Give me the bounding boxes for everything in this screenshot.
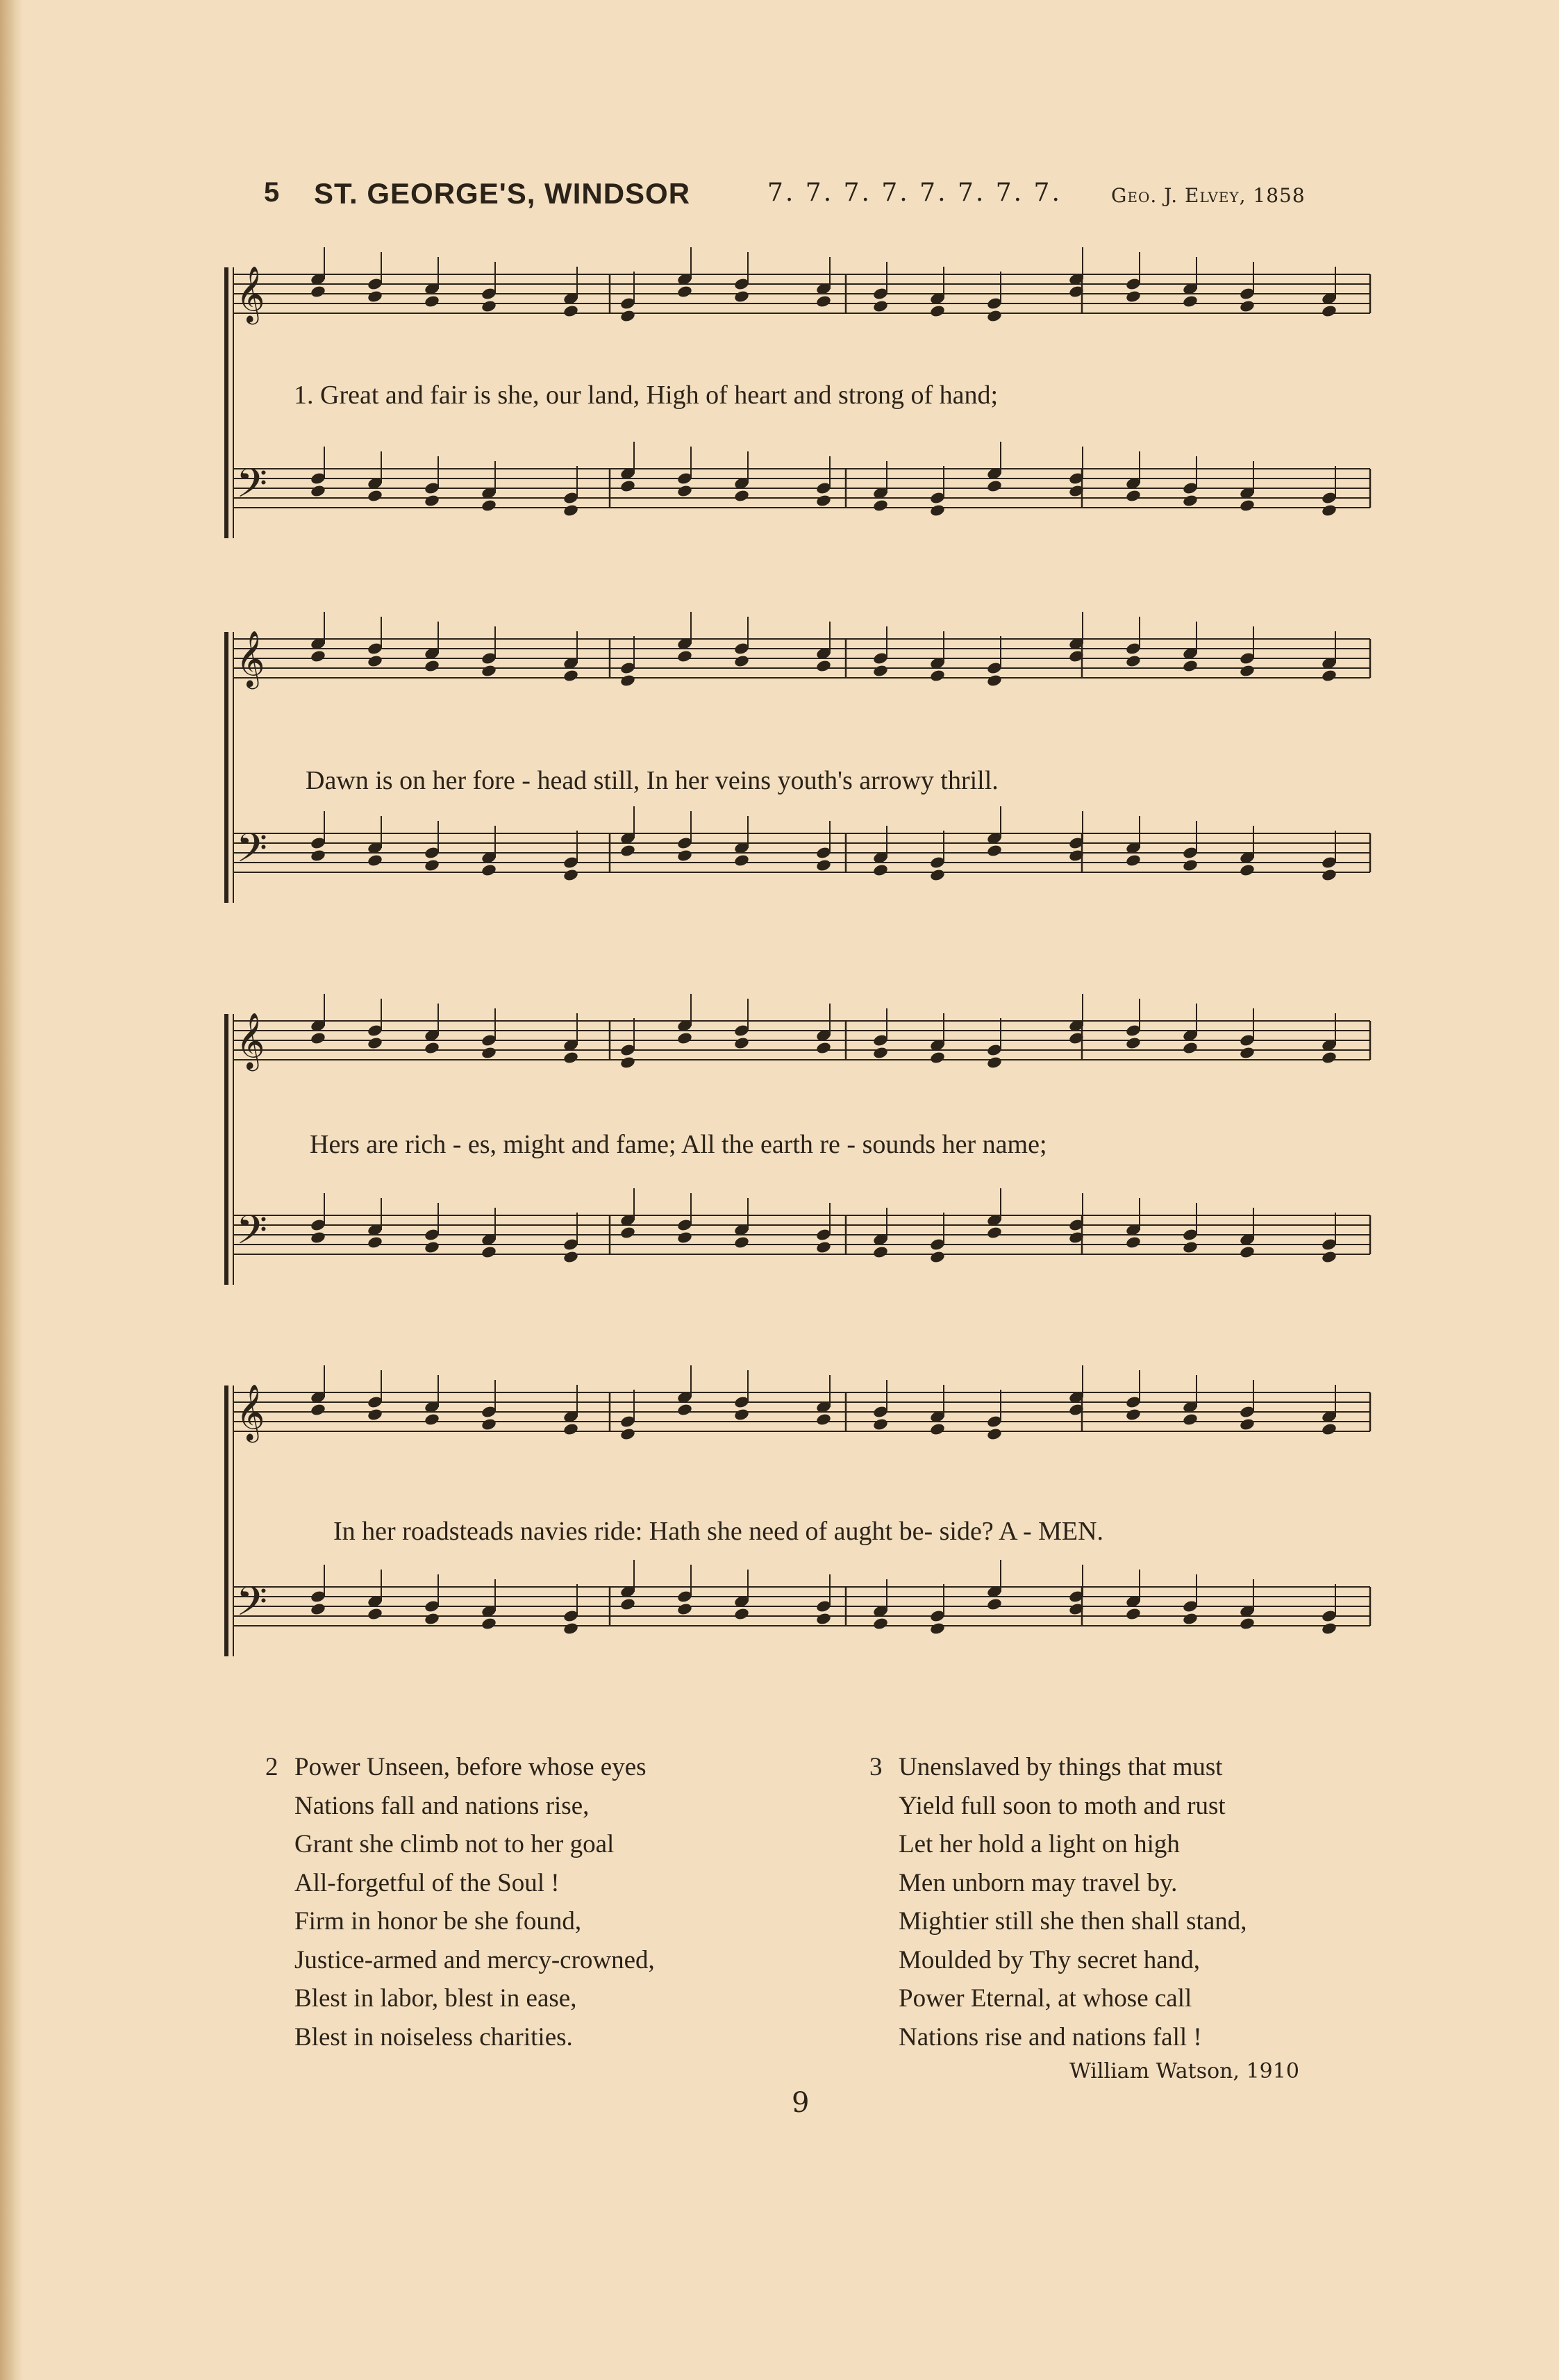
verse-line: Power Unseen, before whose eyes (294, 1753, 647, 1781)
note-head (1239, 1417, 1256, 1431)
note-head (424, 294, 440, 308)
note-head (424, 858, 440, 872)
note-head (619, 1597, 636, 1611)
verse-line: Let her hold a light on high (899, 1830, 1180, 1858)
note-head (367, 1408, 383, 1422)
note-head (481, 299, 497, 313)
note-head (929, 1622, 946, 1636)
note-head (1239, 863, 1256, 877)
note-head (367, 854, 383, 867)
note-head (619, 1427, 636, 1441)
note-head (929, 669, 946, 683)
note-head (872, 1245, 889, 1259)
note-head (733, 654, 750, 668)
bass-clef-icon: 𝄢 (236, 1578, 268, 1635)
note-head (929, 1422, 946, 1436)
note-head (562, 1422, 579, 1436)
note-head (1125, 1235, 1142, 1249)
note-head (1125, 1607, 1142, 1621)
meter: 7. 7. 7. 7. 7. 7. 7. 7. (767, 178, 1062, 207)
note-head (367, 1607, 383, 1621)
verse-number: 2 (265, 1753, 278, 1781)
note-head (367, 654, 383, 668)
note-head (676, 484, 693, 498)
lyric-line-2: Dawn is on her fore - head still, In her veins youth's arrowy thrill. (306, 766, 999, 795)
composer: Geo. J. Elvey, 1858 (1111, 184, 1306, 207)
note-head (815, 1041, 832, 1055)
verse-line: All-forgetful of the Soul ! (294, 1868, 560, 1897)
note-head (310, 1602, 326, 1616)
note-head (424, 1041, 440, 1055)
note-head (562, 868, 579, 882)
note-head (676, 1602, 693, 1616)
note-head (1321, 1422, 1337, 1436)
note-head (1182, 494, 1199, 508)
note-head (733, 1036, 750, 1050)
note-head (929, 1051, 946, 1065)
note-head (481, 499, 497, 513)
note-head (1182, 1240, 1199, 1254)
note-head (986, 1427, 1003, 1441)
note-head (986, 1597, 1003, 1611)
note-head (1182, 1612, 1199, 1626)
note-head (424, 659, 440, 673)
verse-line: Unenslaved by things that must (899, 1753, 1223, 1781)
note-head (619, 479, 636, 493)
note-head (1321, 1622, 1337, 1636)
verse-line: Nations fall and nations rise, (294, 1791, 590, 1820)
note-head (1182, 858, 1199, 872)
author: William Watson, 1910 (1069, 2059, 1299, 2083)
note-head (815, 1240, 832, 1254)
note-head (1125, 290, 1142, 303)
lyric-line-1: 1. Great and fair is she, our land, High of heart and strong of hand; (294, 381, 999, 410)
note-head (872, 863, 889, 877)
note-head (1239, 664, 1256, 678)
note-head (872, 1617, 889, 1631)
note-head (1182, 1041, 1199, 1055)
note-head (872, 299, 889, 313)
note-head (1239, 1046, 1256, 1060)
note-head (481, 1617, 497, 1631)
note-head (619, 844, 636, 858)
note-head (872, 1417, 889, 1431)
note-head (481, 1417, 497, 1431)
note-head (562, 669, 579, 683)
verse-line: Firm in honor be she found, (294, 1907, 582, 1936)
tune-name: ST. GEORGE'S, WINDSOR (314, 177, 691, 210)
note-head (619, 309, 636, 323)
note-head (733, 290, 750, 303)
note-head (310, 849, 326, 863)
note-head (1239, 1617, 1256, 1631)
note-head (619, 1226, 636, 1240)
note-head (562, 1622, 579, 1636)
note-head (1182, 294, 1199, 308)
note-head (815, 1413, 832, 1426)
note-head (1239, 1245, 1256, 1259)
note-head (424, 1612, 440, 1626)
note-head (676, 849, 693, 863)
verse-line: Blest in noiseless charities. (294, 2022, 573, 2052)
note-head (481, 1046, 497, 1060)
note-head (1321, 669, 1337, 683)
note-head (929, 504, 946, 517)
note-head (367, 290, 383, 303)
verse-3 (869, 1748, 1247, 2056)
bass-clef-icon: 𝄢 (236, 460, 268, 517)
music-system-2 (221, 611, 1374, 972)
bass-clef-icon: 𝄢 (236, 1206, 268, 1263)
music-system-3 (221, 993, 1374, 1354)
note-head (1321, 1051, 1337, 1065)
treble-clef-icon: 𝄞 (236, 1383, 265, 1440)
note-head (1125, 489, 1142, 503)
note-head (367, 489, 383, 503)
treble-clef-icon: 𝄞 (236, 1012, 265, 1069)
music-system-1 (221, 247, 1374, 608)
note-head (367, 1235, 383, 1249)
note-head (986, 674, 1003, 688)
note-head (986, 309, 1003, 323)
note-head (733, 854, 750, 867)
note-head (733, 1408, 750, 1422)
note-head (986, 479, 1003, 493)
hymn-number: 5 (264, 177, 280, 208)
note-head (481, 1245, 497, 1259)
note-head (424, 1240, 440, 1254)
note-head (310, 484, 326, 498)
note-head (815, 294, 832, 308)
verse-line: Power Eternal, at whose call (899, 1984, 1192, 2013)
note-head (815, 494, 832, 508)
verse-line: Men unborn may travel by. (899, 1868, 1178, 1897)
treble-clef-icon: 𝄞 (236, 630, 265, 687)
page-edge (0, 0, 24, 2380)
note-head (986, 1226, 1003, 1240)
verse-line: Nations rise and nations fall ! (899, 2022, 1202, 2052)
note-head (562, 304, 579, 318)
note-head (1182, 1413, 1199, 1426)
verse-2 (265, 1748, 655, 2056)
music-score (221, 611, 1374, 917)
note-head (310, 285, 326, 299)
verse-number: 3 (869, 1753, 883, 1781)
note-head (733, 1235, 750, 1249)
note-head (562, 1250, 579, 1264)
note-head (481, 863, 497, 877)
note-head (1125, 1408, 1142, 1422)
verse-line: Blest in labor, blest in ease, (294, 1984, 577, 2013)
note-head (424, 1413, 440, 1426)
note-head (562, 504, 579, 517)
page-number: 9 (792, 2087, 810, 2119)
note-head (872, 664, 889, 678)
lyric-line-3: Hers are rich - es, might and fame; All the earth re - sounds her name; (310, 1130, 1047, 1159)
note-head (733, 1607, 750, 1621)
treble-clef-icon: 𝄞 (236, 265, 265, 322)
note-head (481, 664, 497, 678)
note-head (929, 304, 946, 318)
note-head (676, 1031, 693, 1045)
note-head (986, 1056, 1003, 1070)
verse-line: Mightier still she then shall stand, (899, 1907, 1247, 1936)
note-head (619, 674, 636, 688)
note-head (310, 1403, 326, 1417)
note-head (929, 1250, 946, 1264)
verse-line: Moulded by Thy secret hand, (899, 1945, 1200, 1974)
hymn-header (264, 177, 1368, 219)
verse-line: Yield full soon to moth and rust (899, 1791, 1226, 1820)
verse-line: Justice-armed and mercy-crowned, (294, 1945, 655, 1974)
note-head (310, 1231, 326, 1245)
note-head (929, 868, 946, 882)
note-head (1321, 868, 1337, 882)
note-head (1321, 304, 1337, 318)
note-head (872, 1046, 889, 1060)
note-head (1125, 654, 1142, 668)
note-head (1125, 1036, 1142, 1050)
note-head (619, 1056, 636, 1070)
note-head (562, 1051, 579, 1065)
note-head (310, 649, 326, 663)
note-head (1239, 499, 1256, 513)
note-head (986, 844, 1003, 858)
music-system-4 (221, 1365, 1374, 1726)
note-head (676, 1403, 693, 1417)
note-head (676, 649, 693, 663)
note-head (676, 1231, 693, 1245)
bass-clef-icon: 𝄢 (236, 824, 268, 881)
note-head (815, 659, 832, 673)
note-head (815, 1612, 832, 1626)
note-head (1182, 659, 1199, 673)
note-head (424, 494, 440, 508)
note-head (676, 285, 693, 299)
note-head (872, 499, 889, 513)
note-head (367, 1036, 383, 1050)
lyric-line-4: In her roadsteads navies ride: Hath she need of aught be- side? A - MEN. (333, 1517, 1104, 1546)
note-head (1125, 854, 1142, 867)
note-head (815, 858, 832, 872)
note-head (1321, 1250, 1337, 1264)
note-head (733, 489, 750, 503)
note-head (1321, 504, 1337, 517)
note-head (310, 1031, 326, 1045)
verse-line: Grant she climb not to her goal (294, 1830, 615, 1858)
note-head (1239, 299, 1256, 313)
